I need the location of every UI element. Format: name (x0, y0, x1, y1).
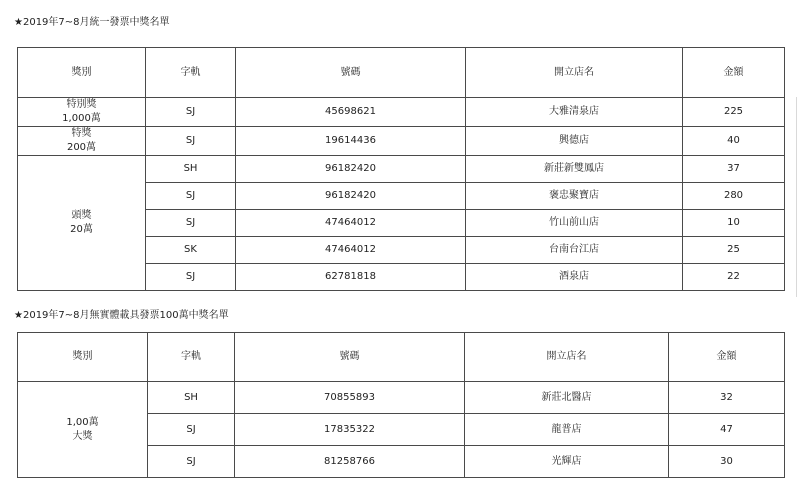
store-cell: 光輝店 (465, 446, 669, 478)
store-cell: 大雅清泉店 (466, 98, 683, 127)
header-prize: 獎別 (18, 48, 146, 98)
store-cell: 新莊北醫店 (465, 382, 669, 414)
number-cell: 62781818 (236, 264, 466, 291)
number-cell: 70855893 (235, 382, 465, 414)
store-cell: 台南台江店 (466, 237, 683, 264)
number-cell: 96182420 (236, 183, 466, 210)
store-cell: 酒泉店 (466, 264, 683, 291)
prize-cell (18, 127, 146, 156)
track-cell: SH (146, 156, 236, 183)
amount-cell: 280 (683, 183, 785, 210)
invoice-winners-table (17, 47, 785, 291)
track-cell: SK (146, 237, 236, 264)
number-cell: 17835322 (235, 414, 465, 446)
track-cell: SJ (146, 264, 236, 291)
amount-cell: 32 (669, 382, 785, 414)
prize-cell (18, 98, 146, 127)
cloud-invoice-winners-table (17, 332, 785, 478)
track-cell: SJ (146, 98, 236, 127)
table-row (18, 156, 785, 183)
number-cell: 47464012 (236, 210, 466, 237)
number-cell: 96182420 (236, 156, 466, 183)
header-track: 字軌 (146, 48, 236, 98)
section-title-invoice-winners: ★2019年7~8月統一發票中獎名單 (14, 17, 170, 28)
header-prize: 獎別 (18, 333, 148, 382)
header-track: 字軌 (148, 333, 235, 382)
track-cell: SJ (148, 414, 235, 446)
store-cell: 龍普店 (465, 414, 669, 446)
header-store: 開立店名 (465, 333, 669, 382)
prize-amount: 1,000萬 (62, 113, 101, 124)
prize-name: 大獎 (72, 430, 93, 442)
track-cell: SJ (148, 446, 235, 478)
header-store: 開立店名 (466, 48, 683, 98)
track-cell: SJ (146, 127, 236, 156)
store-cell: 興德店 (466, 127, 683, 156)
header-number: 號碼 (236, 48, 466, 98)
store-cell: 褒忠聚寶店 (466, 183, 683, 210)
prize-amount: 20萬 (70, 224, 93, 235)
amount-cell: 25 (683, 237, 785, 264)
scrollbar-edge[interactable] (796, 97, 800, 297)
section-title-cloud-invoice-winners: ★2019年7~8月無實體載具發票100萬中獎名單 (14, 310, 229, 321)
amount-cell: 225 (683, 98, 785, 127)
amount-cell: 22 (683, 264, 785, 291)
store-cell: 新莊新雙鳳店 (466, 156, 683, 183)
number-cell: 47464012 (236, 237, 466, 264)
prize-name: 頭獎 (71, 210, 92, 221)
prize-amount: 200萬 (66, 142, 97, 153)
prize-amount: 1,00萬 (66, 416, 99, 428)
prize-cell (18, 382, 148, 478)
table-row (18, 127, 785, 156)
number-cell: 81258766 (235, 446, 465, 478)
prize-name: 特別獎 (66, 99, 97, 110)
table-header-row (18, 48, 785, 98)
track-cell: SH (148, 382, 235, 414)
amount-cell: 40 (683, 127, 785, 156)
table-row (18, 382, 785, 414)
amount-cell: 30 (669, 446, 785, 478)
prize-name: 特獎 (71, 128, 92, 139)
number-cell: 45698621 (236, 98, 466, 127)
header-amount: 金額 (683, 48, 785, 98)
track-cell: SJ (146, 183, 236, 210)
number-cell: 19614436 (236, 127, 466, 156)
table-row (18, 98, 785, 127)
amount-cell: 37 (683, 156, 785, 183)
header-number: 號碼 (235, 333, 465, 382)
table-header-row (18, 333, 785, 382)
track-cell: SJ (146, 210, 236, 237)
header-amount: 金額 (669, 333, 785, 382)
amount-cell: 10 (683, 210, 785, 237)
store-cell: 竹山前山店 (466, 210, 683, 237)
prize-cell (18, 156, 146, 291)
amount-cell: 47 (669, 414, 785, 446)
